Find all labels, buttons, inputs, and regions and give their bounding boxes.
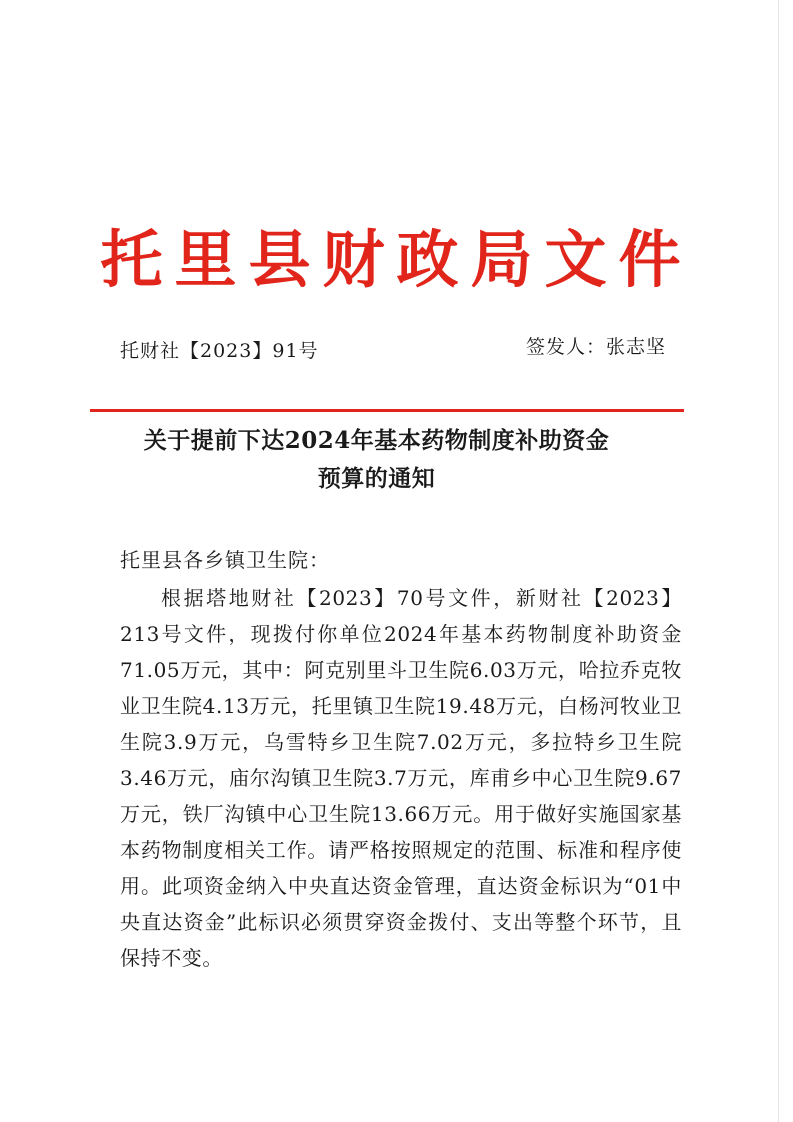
page-edge-line xyxy=(778,0,779,1122)
document-title-line-2: 预算的通知 xyxy=(317,465,436,492)
red-divider-line xyxy=(90,409,684,412)
body-paragraph: 根据塔地财社【2023】70号文件，新财社【2023】213号文件，现拨付你单位2024年基本药物制度补助资金71.05万元，其中：阿克别里斗卫生院6.03万元，哈拉乔克牧业卫生院4.13万元，托里镇卫生院19.48万元，白杨河牧业卫生院3.9万元，乌雪特乡卫生院7.02万元，多拉特乡卫生院3.46万元，庙尔沟镇卫生院3.7万元，库甫乡中心卫生院9.67万元，铁厂沟镇中心卫生院13.66万元。用于做好实施国家基本药物制度相关工作。请严格按照规定的范围、标准和程序使用。此项资金纳入中央直达资金管理，直达资金标识为“01中央直达资金”此标识必须贯穿资金拨付、支出等整个环节，且保持不变。 xyxy=(120,586,682,970)
recipient-salutation: 托里县各乡镇卫生院： xyxy=(120,548,330,572)
document-masthead: 托里县财政局文件 xyxy=(100,223,693,296)
issuer-signature-line: 签发人：张志坚 xyxy=(526,336,667,358)
document-number: 托财社【2023】91号 xyxy=(120,340,319,362)
document-title-line-1: 关于提前下达2024年基本药物制度补助资金 xyxy=(143,427,610,454)
